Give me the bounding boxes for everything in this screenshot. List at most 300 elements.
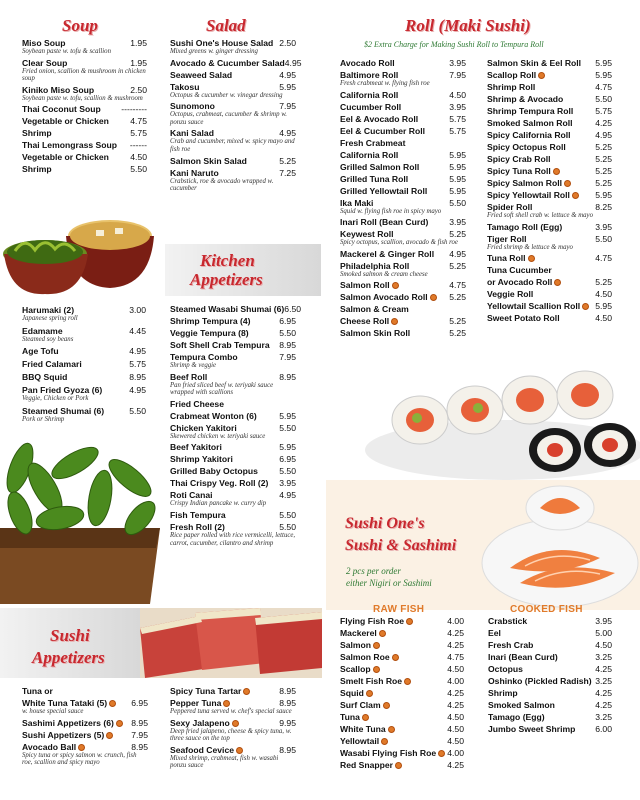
menu-item	[487, 202, 612, 212]
menu-item-price: 8.95	[279, 371, 296, 382]
raw-fish-icon	[564, 180, 571, 187]
menu-item-name: Jumbo Sweet Shrimp	[488, 724, 576, 734]
menu-item-name: Grilled Baby Octopus	[170, 466, 258, 477]
menu-item	[22, 326, 146, 336]
kitchen-title-line2: Appetizers	[190, 270, 263, 289]
menu-item	[340, 304, 466, 314]
menu-item-name: Veggie Roll	[487, 289, 534, 300]
sushi-app-title-line2: Appetizers	[32, 648, 105, 667]
menu-item	[22, 58, 147, 68]
menu-item-price: 4.25	[447, 760, 464, 770]
menu-item	[170, 454, 296, 464]
menu-item-price: 5.75	[449, 113, 466, 124]
menu-item-name: Vegetable or Chicken	[22, 152, 109, 163]
raw-fish-icon	[430, 294, 437, 301]
menu-item-note: Mixed shrimp, crabmeat, fish w. wasabi ponzu sauce	[170, 754, 279, 770]
menu-item-name: Surf Clam	[340, 700, 390, 710]
menu-item-name: or Avocado Roll	[487, 277, 561, 287]
menu-item-price: 4.25	[595, 688, 612, 698]
menu-item	[22, 686, 148, 696]
menu-item-price: 4.95	[595, 130, 612, 140]
menu-item-price: 9.95	[279, 717, 296, 728]
menu-item-price: 8.25	[595, 202, 612, 212]
menu-item-price: 1.95	[130, 38, 147, 48]
menu-item	[487, 190, 612, 200]
menu-item-name: Tuna or	[22, 686, 53, 696]
menu-item	[170, 686, 296, 696]
menu-item-name: Steamed Shumai (6)	[22, 405, 105, 416]
menu-item-name: Salmon Avocado Roll	[340, 292, 437, 302]
menu-item-name: Kani Salad	[170, 128, 214, 139]
menu-item-name: Miso Soup	[22, 38, 66, 48]
raw-fish-icon	[362, 714, 369, 721]
menu-item-name: Tuna	[340, 712, 369, 722]
menu-item	[170, 372, 296, 382]
menu-item-note: Crab and cucumber, mixed w. spicy mayo and fish roe	[170, 138, 295, 153]
menu-item-name: Thai Crispy Veg. Roll (2)	[170, 478, 269, 489]
menu-item	[488, 640, 612, 650]
menu-item-name: Cheese Roll	[340, 316, 398, 326]
menu-item-price: 5.75	[449, 125, 466, 136]
menu-item	[487, 70, 612, 80]
menu-item-name: Salmon Roll	[340, 280, 399, 290]
menu-item-name: Philadelphia Roll	[340, 260, 410, 271]
menu-item	[340, 280, 466, 290]
menu-item-name: Sweet Potato Roll	[487, 313, 560, 324]
menu-item	[340, 736, 464, 746]
menu-item-name: Spicy Octopus Roll	[487, 142, 566, 152]
menu-item-note: Deep fried jalapeno, cheese & spicy tuna, w. three sauce on the top	[170, 727, 292, 743]
menu-item	[22, 730, 148, 740]
menu-item-price: 5.50	[130, 164, 147, 175]
menu-item	[340, 150, 466, 160]
menu-item-note: Pan fried sliced beef w. teriyaki sauce wrapped with scallions	[170, 381, 274, 397]
menu-item-name: Red Snapper	[340, 760, 402, 770]
menu-item-name: Roti Canai	[170, 490, 213, 501]
menu-item	[170, 101, 296, 111]
menu-item-name: Smoked Salmon	[488, 700, 555, 710]
kitchen-list-left	[22, 302, 146, 423]
menu-item-name: Salmon Skin Salad	[170, 155, 247, 166]
menu-item	[340, 316, 466, 326]
raw-fish-icon	[582, 303, 589, 310]
menu-item-name: Scallop	[340, 664, 380, 674]
menu-item-price: 4.50	[595, 289, 612, 300]
menu-item-note: Skewered chicken w. teriyaki sauce	[170, 432, 266, 440]
raw-fish-icon	[366, 690, 373, 697]
menu-item-name: Avocado & Cucumber Salad	[170, 57, 285, 68]
menu-item	[340, 676, 464, 686]
menu-item-price: 4.75	[449, 280, 466, 291]
menu-item	[340, 616, 464, 626]
menu-item-name: California Roll	[340, 89, 399, 100]
menu-item	[170, 328, 296, 338]
menu-item-note: Fresh crabmeat w. flying fish roe	[340, 80, 430, 87]
menu-item-name: Spicy Crab Roll	[487, 154, 551, 164]
menu-item-note: Octopus & cucumber w. vinegar dressing	[170, 91, 283, 99]
menu-item-price: 4.00	[447, 616, 464, 626]
menu-item-name: Clear Soup	[22, 57, 68, 68]
salad-list	[170, 36, 302, 193]
menu-item	[22, 128, 147, 138]
menu-item-name: Shrimp	[488, 688, 518, 698]
raw-fish-icon	[572, 192, 579, 199]
menu-item-price: 6.95	[131, 698, 148, 708]
sashimi-sub-line1: 2 pcs per order	[346, 566, 401, 576]
menu-item-price: 4.25	[447, 628, 464, 638]
menu-item	[22, 698, 148, 708]
menu-item-name: Pepper Tuna	[170, 698, 230, 708]
menu-item-price: 8.95	[131, 717, 148, 728]
menu-item	[487, 289, 612, 299]
edamame-bowl-photo	[0, 428, 160, 604]
menu-item-price: 4.75	[595, 253, 612, 264]
raw-fish-heading: RAW FISH	[373, 604, 425, 615]
menu-item	[340, 217, 466, 227]
menu-item-price: 5.95	[279, 81, 296, 92]
menu-item-price: 4.95	[284, 57, 302, 68]
menu-item	[22, 385, 146, 395]
menu-item-price: 5.25	[595, 154, 612, 164]
menu-item	[22, 359, 146, 369]
menu-item-price: 3.95	[449, 217, 466, 228]
menu-item-price: 4.95	[279, 490, 296, 501]
menu-item-price: 4.95	[279, 69, 296, 80]
menu-item	[487, 130, 612, 140]
menu-item-price: 4.50	[130, 152, 147, 163]
menu-item-name: Chicken Yakitori	[170, 422, 237, 433]
menu-item-name: Fish Tempura	[170, 509, 226, 520]
menu-item-price: 4.25	[447, 700, 464, 710]
menu-item-price: 7.25	[279, 167, 296, 178]
menu-item-price: 5.95	[595, 190, 612, 200]
menu-item-name: Spicy Yellowtail Roll	[487, 190, 579, 200]
menu-item-name: Vegetable or Chicken	[22, 116, 109, 127]
raw-fish-icon	[78, 744, 85, 751]
menu-item-note: Peppered tuna served w. chef's special sauce	[170, 708, 292, 715]
menu-item-price: 4.95	[129, 346, 146, 357]
menu-item-price: 6.00	[595, 724, 612, 734]
menu-item	[340, 292, 466, 302]
menu-item-name: Tuna Cucumber	[487, 265, 552, 276]
menu-item-name: Seaweed Salad	[170, 69, 233, 80]
menu-item-name: Fresh Roll (2)	[170, 521, 225, 532]
soup-and-seaweed-photo	[0, 196, 160, 296]
menu-item-note: Smoked salmon & cream cheese	[340, 270, 428, 278]
menu-item-price: 5.50	[279, 422, 296, 433]
menu-item	[487, 166, 612, 176]
menu-item	[487, 313, 612, 323]
menu-item	[340, 328, 466, 338]
menu-item-price: 3.95	[449, 101, 466, 112]
menu-item	[340, 640, 464, 650]
menu-item-name: Shrimp Roll	[487, 82, 536, 92]
menu-item-name: Kiniko Miso Soup	[22, 84, 95, 95]
menu-item-price: 6.50	[284, 304, 302, 314]
menu-item-price: 4.75	[130, 116, 147, 127]
sashimi-title-line1: Sushi One's	[345, 515, 425, 532]
menu-item	[170, 423, 296, 433]
menu-item-price: 4.25	[595, 118, 612, 128]
menu-item-name: Salmon & Cream	[340, 304, 409, 315]
menu-item-name: Smoked Salmon Roll	[487, 118, 573, 128]
menu-item	[487, 234, 612, 244]
menu-item-price: 5.95	[279, 442, 296, 453]
menu-item-note: Shrimp & veggie	[170, 362, 217, 369]
menu-item-name: Spicy California Roll	[487, 130, 571, 140]
menu-item	[340, 174, 466, 184]
menu-item-name: Shrimp & Avocado	[487, 94, 564, 104]
menu-item	[487, 142, 612, 152]
menu-item-name: Spider Roll	[487, 202, 533, 212]
menu-item	[22, 104, 147, 114]
menu-item-name: Sushi Appetizers (5)	[22, 730, 113, 740]
raw-fish-icon	[388, 726, 395, 733]
menu-item-name: Inari (Bean Curd)	[488, 652, 558, 662]
menu-item	[487, 265, 612, 275]
raw-fish-icon	[223, 700, 230, 707]
menu-item-name: Yellowtail Scallion Roll	[487, 301, 589, 311]
kitchen-title-line1: Kitchen	[200, 251, 255, 270]
menu-item-price: 4.25	[447, 640, 464, 650]
menu-item	[170, 442, 296, 452]
menu-item-note: Crabstick, roe & avocado wrapped w. cucumber	[170, 177, 274, 193]
menu-item-name: Spicy Tuna Roll	[487, 166, 560, 176]
menu-item-price: 4.00	[447, 748, 464, 758]
menu-item	[340, 249, 466, 259]
menu-item-name: Grilled Tuna Roll	[340, 173, 409, 184]
raw-fish-icon	[404, 678, 411, 685]
raw-fish-icon	[373, 666, 380, 673]
menu-item-name: Yellowtail	[340, 736, 388, 746]
menu-item	[487, 118, 612, 128]
menu-item	[22, 372, 146, 382]
menu-item	[488, 628, 612, 638]
menu-item	[22, 718, 148, 728]
roll-list-left	[340, 56, 466, 338]
menu-item-name: Salmon Skin & Eel Roll	[487, 58, 582, 68]
menu-item-name: Wasabi Flying Fish Roe	[340, 748, 445, 758]
menu-item-price: 5.50	[279, 328, 296, 338]
menu-item	[488, 724, 612, 734]
menu-item-note: Steamed soy beans	[22, 335, 74, 343]
raw-fish-icon	[538, 72, 545, 79]
menu-item-name: Shrimp Yakitori	[170, 454, 233, 465]
menu-item-name: Shrimp	[22, 164, 52, 175]
menu-item-price: 4.95	[279, 128, 296, 139]
menu-item-name: Thai Coconut Soup	[22, 104, 101, 115]
menu-item-note: Squid w. flying fish roe in spicy mayo	[340, 207, 442, 215]
raw-fish-icon	[109, 700, 116, 707]
menu-item-price: 5.25	[449, 229, 466, 240]
menu-item-price: 3.00	[129, 305, 146, 315]
menu-item-note: Veggie, Chicken or Pork	[22, 395, 89, 403]
menu-item-name: Flying Fish Roe	[340, 616, 413, 626]
menu-item-name: Crabmeat Wonton (6)	[170, 410, 257, 421]
menu-item	[170, 522, 296, 532]
menu-item-name: Crabstick	[488, 616, 528, 626]
menu-item	[170, 490, 296, 500]
menu-item-name: Sushi One's House Salad	[170, 38, 274, 48]
raw-fish-icon	[381, 738, 388, 745]
menu-item-price: 7.95	[279, 352, 296, 362]
menu-item-name: Squid	[340, 688, 373, 698]
menu-item	[340, 664, 464, 674]
menu-item-price: 3.95	[279, 478, 296, 489]
menu-item-price: 5.50	[449, 197, 466, 208]
menu-item	[487, 58, 612, 68]
menu-item-name: Mackerel	[340, 628, 386, 638]
kitchen-list-right	[170, 302, 302, 547]
menu-item-name: Fresh Crab	[488, 640, 534, 650]
menu-item-name: Harumaki (2)	[22, 305, 75, 315]
menu-item-price: 4.50	[447, 664, 464, 674]
menu-item	[340, 261, 466, 271]
menu-item-price: 2.50	[130, 84, 147, 95]
menu-item	[22, 116, 147, 126]
menu-item-price: 5.95	[595, 58, 612, 68]
menu-item-price: 8.95	[279, 686, 296, 696]
menu-item	[170, 698, 296, 708]
menu-item-note: Soybean paste w. tofu & scallion	[22, 48, 111, 55]
raw-fish-icon	[379, 630, 386, 637]
menu-item-name: Grilled Yellowtail Roll	[340, 185, 428, 196]
cooked-fish-list	[488, 614, 612, 734]
menu-item	[170, 340, 296, 350]
menu-item	[170, 718, 296, 728]
menu-item-note: Soybean paste w. tofu, scallion & mushroom	[22, 94, 143, 102]
menu-item-name: Kani Naruto	[170, 167, 219, 178]
menu-item-name: Veggie Tempura (8)	[170, 328, 249, 338]
raw-fish-icon	[406, 618, 413, 625]
menu-item-name: Edamame	[22, 325, 63, 336]
raw-fish-icon	[553, 168, 560, 175]
menu-item-name: Eel	[488, 628, 501, 638]
menu-item-note: Mixed greens w. ginger dressing	[170, 48, 258, 55]
menu-item-price: 5.50	[279, 521, 296, 532]
menu-item-price: 6.95	[279, 316, 296, 326]
menu-item	[340, 114, 466, 124]
sushi-app-list-right	[170, 684, 296, 770]
menu-item-price: 7.95	[131, 729, 148, 740]
menu-item	[340, 58, 466, 68]
menu-item	[487, 178, 612, 188]
menu-item-name: Fried Calamari	[22, 359, 82, 370]
menu-item-note: w. house special sauce	[22, 708, 84, 715]
raw-fish-icon	[392, 654, 399, 661]
menu-item	[340, 138, 466, 148]
menu-item	[340, 712, 464, 722]
menu-item-note: Fried shrimp & lettuce & mayo	[487, 243, 573, 251]
raw-fish-icon	[106, 732, 113, 739]
menu-item-name: Pan Fried Gyoza (6)	[22, 385, 103, 396]
menu-item-price: 4.50	[595, 313, 612, 324]
raw-fish-icon	[392, 282, 399, 289]
menu-item-name: Shrimp Tempura (4)	[170, 316, 251, 326]
menu-item	[340, 628, 464, 638]
raw-fish-icon	[395, 762, 402, 769]
menu-item-name: Keywest Roll	[340, 229, 394, 240]
sushi-rolls-plate-photo	[365, 350, 640, 480]
menu-item	[22, 85, 147, 95]
menu-item-price: 5.25	[595, 277, 612, 288]
menu-item-name: Beef Roll	[170, 371, 208, 382]
menu-item	[340, 700, 464, 710]
menu-item-name: Age Tofu	[22, 346, 59, 357]
menu-item-name: Tempura Combo	[170, 352, 238, 362]
menu-item	[488, 712, 612, 722]
menu-item-price: 5.50	[279, 466, 296, 477]
menu-item-name: Salmon Skin Roll	[340, 328, 411, 339]
menu-item	[340, 102, 466, 112]
menu-item-note: Fried soft shell crab w. lettuce & mayo	[487, 212, 593, 219]
raw-fish-icon	[116, 720, 123, 727]
menu-item-name: Salmon	[340, 640, 380, 650]
menu-item-price: 5.25	[595, 142, 612, 152]
menu-item-name: Tamago Roll (Egg)	[487, 221, 563, 232]
sushi-app-title-line1: Sushi	[50, 626, 90, 645]
menu-item-price: 4.75	[595, 82, 612, 92]
menu-item	[340, 126, 466, 136]
menu-item	[170, 70, 296, 80]
menu-item	[170, 38, 296, 48]
menu-item	[488, 688, 612, 698]
menu-item	[487, 301, 612, 311]
menu-item-price: 4.95	[449, 248, 466, 259]
menu-item-price: 5.25	[595, 178, 612, 188]
menu-item-note: Octopus, crabmeat, cucumber & shrimp w. ponzu sauce	[170, 111, 287, 126]
menu-item-price: 3.25	[595, 676, 612, 686]
menu-item-price: 1.95	[130, 57, 147, 68]
menu-item	[170, 411, 296, 421]
menu-item-price: 3.95	[595, 616, 612, 626]
menu-item-price: 5.00	[595, 628, 612, 638]
menu-item-name: Inari Roll (Bean Curd)	[340, 217, 429, 228]
menu-item	[340, 760, 464, 770]
menu-item-price: 5.25	[595, 166, 612, 176]
menu-item-price: 5.95	[449, 185, 466, 196]
roll-subtitle: $2 Extra Charge for Making Sushi Roll to Tempura Roll	[364, 40, 544, 49]
menu-item-price: 6.95	[279, 454, 296, 465]
menu-item-price: 3.25	[595, 652, 612, 662]
menu-item-name: Smelt Fish Roe	[340, 676, 411, 686]
menu-item	[170, 399, 296, 409]
menu-item	[487, 82, 612, 92]
menu-item-price: 4.50	[447, 712, 464, 722]
menu-item-name: Baltimore Roll	[340, 70, 399, 80]
menu-item	[170, 352, 296, 362]
raw-fish-list	[340, 614, 464, 770]
menu-item-price: 5.75	[595, 106, 612, 116]
menu-item	[22, 152, 147, 162]
menu-item	[170, 304, 302, 314]
menu-item	[170, 745, 296, 755]
menu-item	[170, 168, 296, 178]
menu-item-note: Spicy octopus, scallion, avocado & fish roe	[340, 239, 458, 247]
menu-item-name: Scallop Roll	[487, 70, 545, 80]
menu-item	[487, 106, 612, 116]
menu-item-name: Ika Maki	[340, 197, 374, 208]
menu-item	[340, 70, 466, 80]
raw-fish-icon	[391, 318, 398, 325]
menu-item-name: Cucumber Roll	[340, 101, 402, 112]
menu-item-price: 7.95	[449, 70, 466, 80]
menu-item-price: 5.25	[279, 155, 296, 166]
menu-item-name: Sunomono	[170, 101, 215, 112]
menu-item-note: Pork or Shrimp	[22, 415, 65, 423]
menu-item-price: 5.95	[449, 173, 466, 184]
menu-item-price: 4.50	[449, 89, 466, 100]
